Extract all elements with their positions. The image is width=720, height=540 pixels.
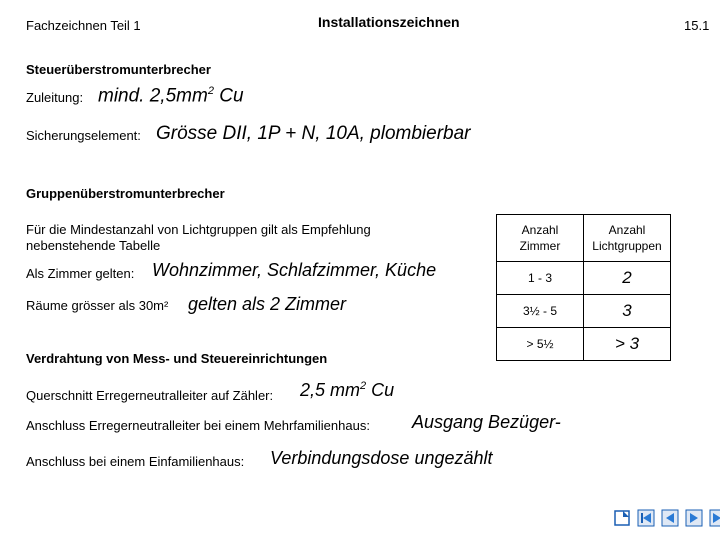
zimmer-label: Als Zimmer gelten: xyxy=(26,266,135,281)
gruppen-cell: 3 xyxy=(584,295,671,328)
section-title-gruppen: Gruppenüberstromunterbrecher xyxy=(26,186,225,201)
querschnitt-value: 2,5 $mm^2$ Cu xyxy=(300,380,395,400)
section-title-verdrahtung: Verdrahtung von Mess- und Steuereinrichtungen xyxy=(26,351,328,366)
last-slide-icon xyxy=(709,509,720,527)
sicherung-label: Sicherungselement: xyxy=(26,128,141,143)
header-cell-zimmer: Anzahl Zimmer xyxy=(497,215,584,262)
zimmer-cell: > 5½ xyxy=(497,328,584,361)
table-row xyxy=(497,295,671,328)
intro-line-2: nebenstehende Tabelle xyxy=(26,238,161,253)
header-page-number: 15.1 xyxy=(684,18,710,33)
first-slide-icon xyxy=(637,509,655,527)
header-course-title: Fachzeichnen Teil 1 xyxy=(26,18,141,33)
zimmer-cell: 1 - 3 xyxy=(497,262,584,295)
slide-navigation xyxy=(612,508,720,528)
header-cell-gruppen: Anzahl Lichtgruppen xyxy=(584,215,671,262)
last-slide-button[interactable] xyxy=(708,508,720,528)
zimmer-value: Wohnzimmer, Schlafzimmer, Küche xyxy=(152,260,437,280)
mehrfam-label: Anschluss Erregerneutralleiter bei einem Mehrfamilienhaus: xyxy=(26,418,370,433)
table-row xyxy=(497,328,671,361)
previous-slide-button[interactable] xyxy=(660,508,680,528)
raeume-value: gelten als 2 Zimmer xyxy=(188,294,347,314)
intro-line-1: Für die Mindestanzahl von Lichtgruppen gilt als Empfehlung xyxy=(26,222,371,237)
notes-button[interactable] xyxy=(612,508,632,528)
table-header-row xyxy=(497,215,671,262)
querschnitt-label: Querschnitt Erregerneutralleiter auf Zähler: xyxy=(26,388,274,403)
first-slide-button[interactable] xyxy=(636,508,656,528)
zimmer-cell: 3½ - 5 xyxy=(497,295,584,328)
zuleitung-label: Zuleitung: xyxy=(26,90,84,105)
table-row xyxy=(497,262,671,295)
mehrfam-value: Ausgang Bezüger- xyxy=(412,412,561,432)
einfam-label: Anschluss bei einem Einfamilienhaus: xyxy=(26,454,245,469)
header-page-title: Installationszeichnen xyxy=(318,14,460,30)
raeume-label: Räume grösser als 30m² xyxy=(26,298,169,313)
previous-slide-icon xyxy=(661,509,679,527)
sicherung-value: Grösse DII, 1P + N, 10A, plombierbar xyxy=(156,123,471,144)
next-slide-icon xyxy=(685,509,703,527)
section-title-steuer: Steuerüberstromunterbrecher xyxy=(26,62,211,77)
einfam-value: Verbindungsdose ungezählt xyxy=(270,448,493,468)
gruppen-cell: 2 xyxy=(584,262,671,295)
lichtgruppen-table xyxy=(496,214,671,361)
next-slide-button[interactable] xyxy=(684,508,704,528)
note-icon xyxy=(613,509,631,527)
zuleitung-value: mind. $2,5mm^2$ Cu xyxy=(98,85,244,107)
gruppen-cell: > 3 xyxy=(584,328,671,361)
